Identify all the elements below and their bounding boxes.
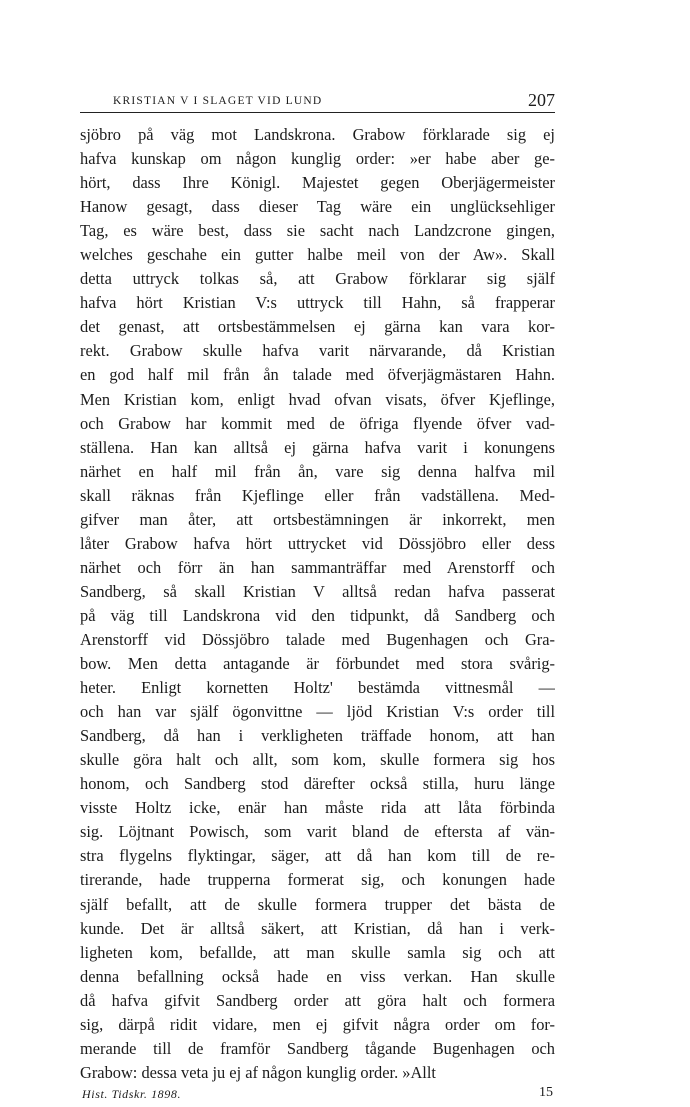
text-line: låter Grabow hafva hört uttrycket vid Dössjöbro eller dess	[80, 533, 555, 553]
text-line: hafva kunskap om någon kunglig order: »er habe aber ge-	[80, 149, 555, 169]
text-line: sig, därpå ridit vidare, men ej gifvit några order om for-	[80, 1014, 555, 1034]
text-line: det genast, att ortsbestämmelsen ej gärna kan vara kor-	[80, 317, 555, 337]
text-line: närhet och förr än han sammanträffar med Arenstorff och	[80, 557, 555, 577]
text-line: Sandberg, så skall Kristian V alltså redan hafva passerat	[80, 581, 555, 601]
body-text	[80, 123, 555, 1085]
text-line: och han var själf ögonvittne — ljöd Kristian V:s order till	[80, 702, 555, 722]
text-line: Tag, es wäre best, dass sie sacht nach Landzcrone gingen,	[80, 221, 555, 241]
text-line: en god half mil från ån talade med öfverjägmästaren Hahn.	[80, 365, 555, 385]
text-line: själf befallt, att de skulle formera trupper det bästa de	[80, 894, 555, 914]
text-line: welches geschahe ein gutter halbe meil von der Aw». Skall	[80, 245, 555, 265]
text-line: på väg till Landskrona vid den tidpunkt, då Sandberg och	[80, 605, 555, 625]
text-line: merande till de framför Sandberg tågande Bugenhagen och	[80, 1038, 555, 1058]
text-line: Men Kristian kom, enligt hvad ofvan visats, öfver Kjeflinge,	[80, 389, 555, 409]
page-header	[80, 88, 555, 113]
page-number: 207	[528, 90, 555, 110]
text-line: kunde. Det är alltså säkert, att Kristian, då han i verk-	[80, 918, 555, 938]
text-line: Hanow gesagt, dass dieser Tag wäre ein unglücksehliger	[80, 197, 555, 217]
text-line: visste Holtz icke, enär han måste rida att låta förbinda	[80, 798, 555, 818]
text-line: skall räknas från Kjeflinge eller från vadställena. Med-	[80, 485, 555, 505]
book-page	[80, 88, 555, 1107]
text-line: hafva hört Kristian V:s uttryck till Hahn, så frapperar	[80, 293, 555, 313]
text-line: Grabow: dessa veta ju ej af någon kunglig order. »Allt	[80, 1062, 436, 1082]
page-footer	[80, 1085, 555, 1107]
text-line: sjöbro på väg mot Landskrona. Grabow förklarade sig ej	[80, 125, 555, 144]
text-line: Sandberg, då han i verkligheten träffade honom, att han	[80, 726, 555, 746]
text-line: och Grabow har kommit med de öfriga flyende öfver vad-	[80, 413, 555, 433]
text-line: sig. Löjtnant Powisch, som varit bland de eftersta af vän-	[80, 822, 555, 842]
text-line: Arenstorff vid Dössjöbro talade med Bugenhagen och Gra-	[80, 629, 555, 649]
text-line: då hafva gifvit Sandberg order att göra halt och formera	[80, 990, 555, 1010]
journal-reference: Hist. Tidskr. 1898.	[82, 1086, 182, 1101]
text-line: rekt. Grabow skulle hafva varit närvarande, då Kristian	[80, 341, 555, 361]
text-line: gifver man åter, att ortsbestämningen är inkorrekt, men	[80, 509, 555, 529]
text-line: ligheten kom, befallde, att man skulle samla sig och att	[80, 942, 555, 962]
text-line: skulle göra halt och allt, som kom, skulle formera sig hos	[80, 750, 555, 770]
text-line: närhet en half mil från ån, vare sig denna halfva mil	[80, 461, 555, 481]
text-line: denna befallning också hade en viss verkan. Han skulle	[80, 966, 555, 986]
text-line: honom, och Sandberg stod därefter också stilla, huru länge	[80, 774, 555, 794]
running-title: KRISTIAN V I SLAGET VID LUND	[113, 95, 323, 107]
text-line: bow. Men detta antagande är förbundet med stora svårig-	[80, 654, 555, 674]
text-line: stra flygelns flyktingar, säger, att då han kom till de re-	[80, 846, 555, 866]
text-line: heter. Enligt kornetten Holtz' bestämda vittnesmål —	[80, 678, 555, 698]
signature-mark: 15	[539, 1084, 553, 1100]
text-line: ställena. Han kan alltså ej gärna hafva varit i konungens	[80, 437, 555, 457]
text-line: tirerande, hade trupperna formerat sig, och konungen hade	[80, 870, 555, 890]
text-line: detta uttryck tolkas så, att Grabow förklarar sig själf	[80, 269, 555, 289]
text-line: hört, dass Ihre Königl. Majestet gegen Oberjägermeister	[80, 173, 555, 193]
